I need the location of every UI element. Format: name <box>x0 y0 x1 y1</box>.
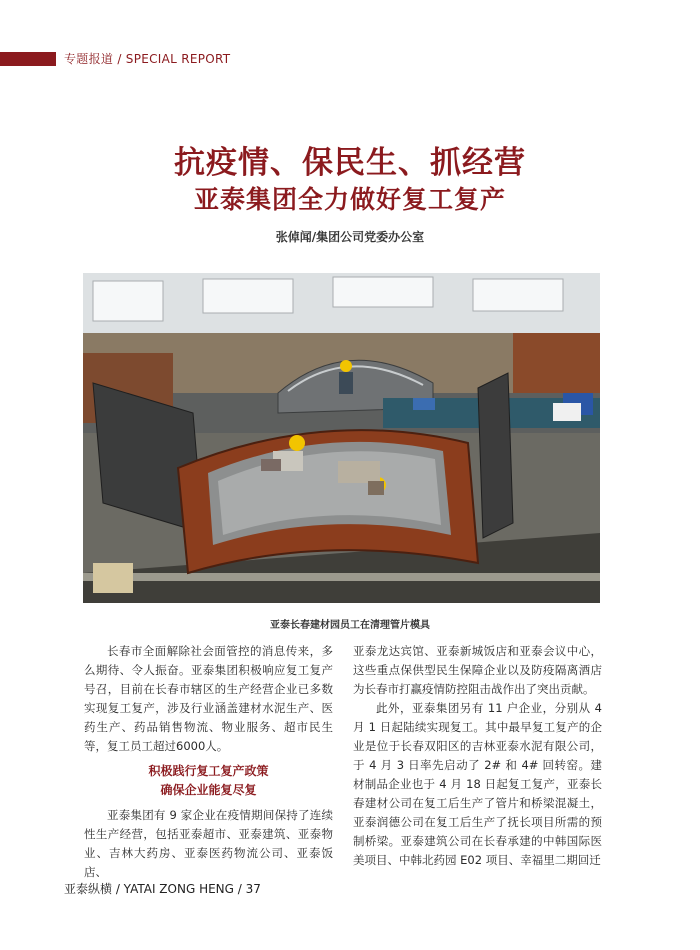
photo-caption: 亚泰长春建材园员工在清理管片模具 <box>270 620 430 631</box>
section-label: 专题报道 / SPECIAL REPORT <box>64 52 231 66</box>
body-column-left <box>84 642 333 882</box>
body-paragraph: 此外，亚泰集团另有 11 户企业，分别从 4 月 1 日起陆续实现复工。其中最早复工复产的企业是位于长春双阳区的吉林亚泰水泥有限公司，于 4 月 3 日率先启动了 2# 和 4# 回转窑。建材制品企业也于 4 月 18 日起复工复产，亚泰长春建材公司在复工后生产了管片和桥梁混凝土，亚泰润德公司在复工后生产了抚长项目所需的预制桥梁。亚泰建筑公司在长春承建的中韩国际医美项目、中韩北药园 E02 项目、幸福里二期回迁 <box>353 701 602 867</box>
factory-photo <box>83 273 600 603</box>
article-title-line1: 抗疫情、保民生、抓经营 <box>174 145 526 181</box>
page-footer: 亚泰纵横 / YATAI ZONG HENG / 37 <box>64 882 261 896</box>
section-subhead <box>84 762 333 800</box>
body-paragraph: 亚泰集团有 9 家企业在疫情期间保持了连续性生产经营，包括亚泰超市、亚泰建筑、亚泰物业、吉林大药房、亚泰医药物流公司、亚泰饭店、 <box>84 808 333 879</box>
body-column-right <box>353 642 602 870</box>
header-accent-bar <box>0 52 56 66</box>
article-byline: 张倬闻/集团公司党委办公室 <box>275 230 425 244</box>
subhead-line2: 确保企业能复尽复 <box>160 783 257 797</box>
subhead-line1: 积极践行复工复产政策 <box>148 764 269 778</box>
body-paragraph-continued: 亚泰龙达宾馆、亚泰新城饭店和亚泰会议中心，这些重点保供型民生保障企业以及防疫隔离酒店为长春市打赢疫情防控阻击战作出了突出贡献。 <box>353 644 602 696</box>
body-paragraph: 长春市全面解除社会面管控的消息传来，多么期待、令人振奋。亚泰集团积极响应复工复产号召，目前在长春市辖区的生产经营企业已多数实现复工复产，涉及行业涵盖建材水泥生产、医药生产、药品销售物流、物业服务、超市民生等，复工员工超过6000人。 <box>84 644 333 753</box>
article-title-line2: 亚泰集团全力做好复工复产 <box>193 185 506 214</box>
